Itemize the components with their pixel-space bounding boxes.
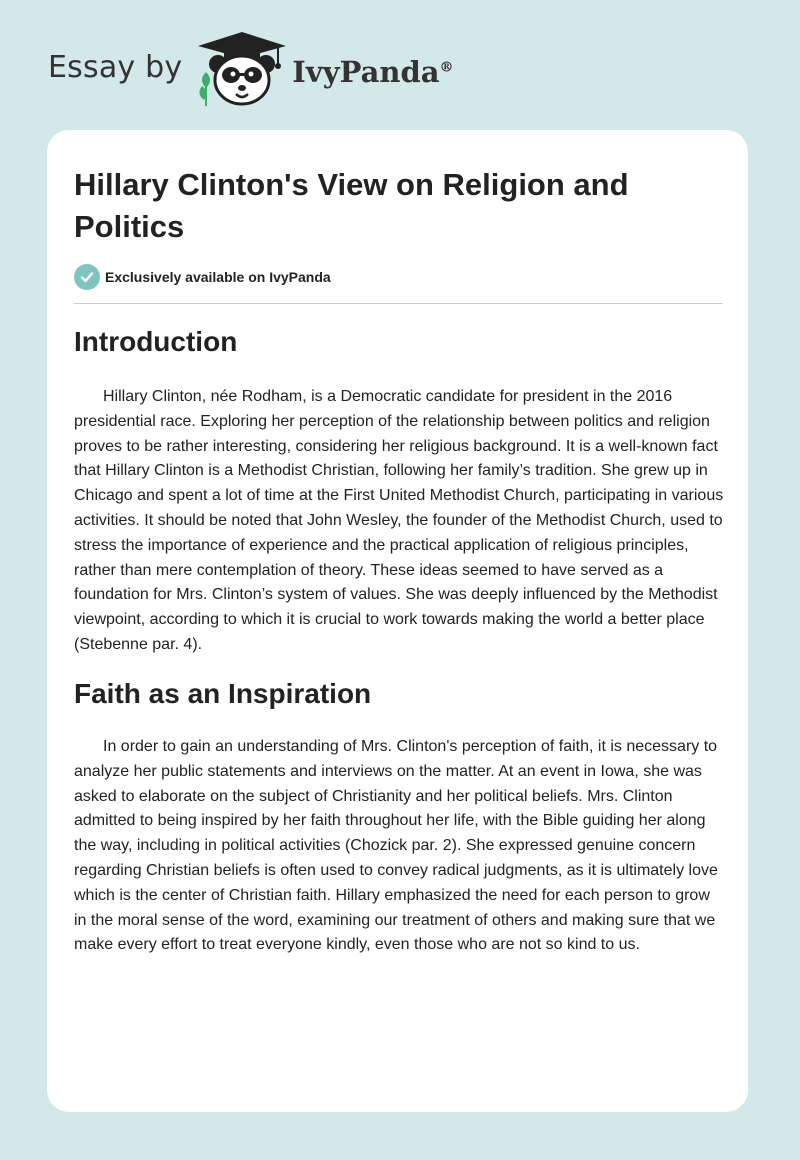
section-heading-introduction: Introduction [74, 326, 238, 357]
exclusive-label: Exclusively available on IvyPanda [105, 269, 331, 285]
essay-by-label: Essay by [48, 49, 183, 85]
divider [74, 303, 723, 304]
exclusive-badge [74, 264, 331, 290]
panda-graduate-icon[interactable] [196, 30, 288, 110]
section-paragraph-introduction: Hillary Clinton, née Rodham, is a Democratic candidate for president in the 2016 presidential race. Exploring her perception of the relationship between politics and religion proves to be rather interesting, considering her religious background. It is a well-known fact that Hillary Clinton is a Methodist Christian, following her family’s tradition. She grew up in Chicago and spent a lot of time at the First United Methodist Church, participating in various activities. It should be noted that John Wesley, the founder of the Methodist Church, used to stress the importance of experience and the practical application of religious principles, rather than mere contemplation of theory. These ideas seemed to have served as a foundation for Mrs. Clinton’s system of values. She was deeply influenced by the Methodist viewpoint, according to which it is crucial to work towards making the world a better place (Stebenne par. 4). [74, 388, 724, 653]
section-heading-faith: Faith as an Inspiration [74, 678, 372, 709]
section-paragraph-faith: In order to gain an understanding of Mrs. Clinton's perception of faith, it is necessary to analyze her public statements and interviews on the matter. At an event in Iowa, she was asked to elaborate on the subject of Christianity and her political beliefs. Mrs. Clinton admitted to being inspired by her faith throughout her life, with the Bible guiding her along the way, including in political activities (Chozick par. 2). She expressed genuine concern regarding Christian beliefs is often used to convey radical judgments, as it is ultimately love which is the center of Christian faith. Hillary emphasized the need for each person to grow in the moral sense of the word, examining our treatment of others and making sure that we make every effort to treat everyone kindly, even those who are not so kind to us. [74, 738, 718, 954]
leaf-icon [200, 72, 211, 106]
check-icon [74, 264, 100, 290]
page-title: Hillary Clinton's View on Religion and Politics [74, 167, 629, 244]
site-header [48, 30, 454, 110]
article-card [47, 130, 748, 1112]
brand-name[interactable]: IvyPanda® [292, 55, 454, 89]
